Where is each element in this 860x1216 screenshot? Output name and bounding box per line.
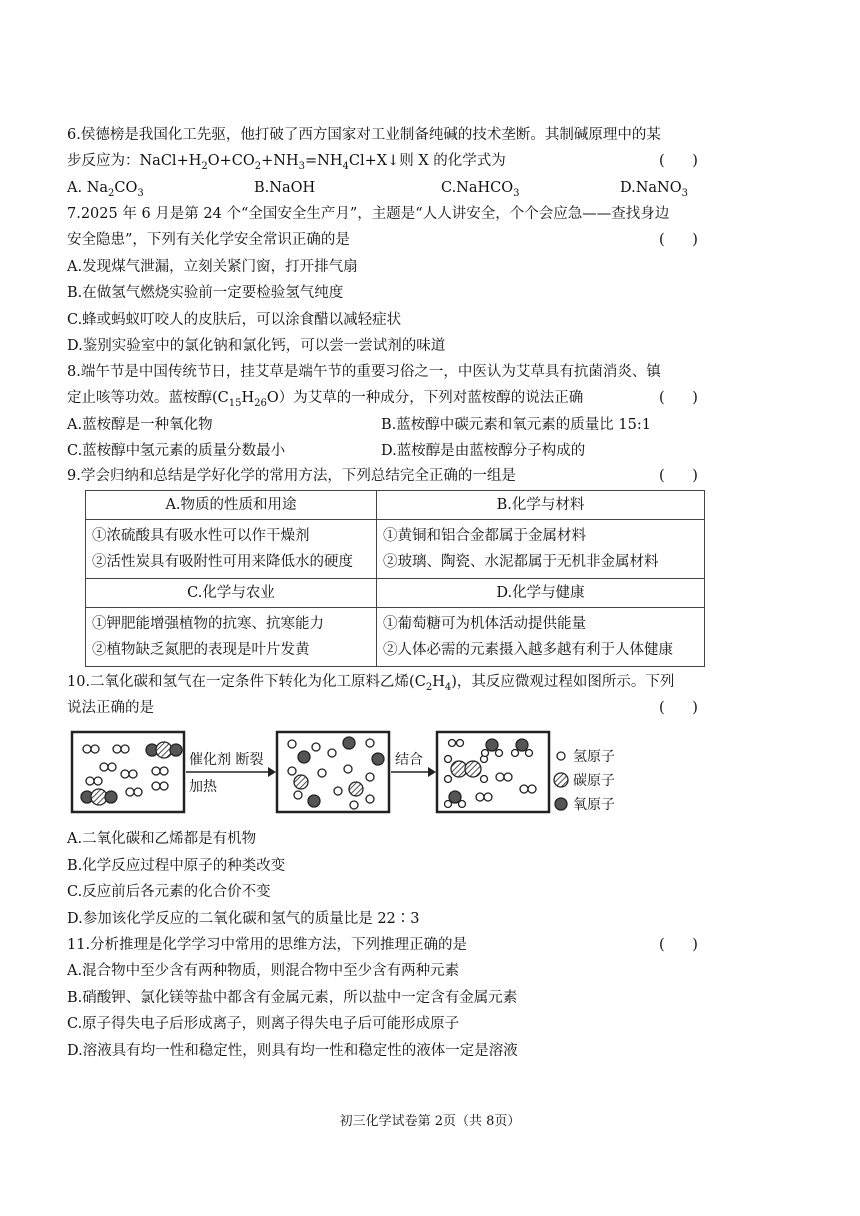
q11-option-c: C.原子得失电子后形成离子，则离子得失电子后可能形成原子	[67, 1016, 460, 1032]
q10-option-a: A.二氧化碳和乙烯都是有机物	[67, 831, 257, 847]
cell-d-item2: ②人体必需的元素摄入越多越有利于人体健康	[383, 642, 673, 658]
q9-stem: 9.学会归纳和总结是学好化学的常用方法，下列总结完全正确的一组是	[67, 468, 516, 484]
cell-c-item2: ②植物缺乏氮肥的表现是叶片发黄	[92, 642, 310, 658]
q8-stem-line1: 8.端午节是中国传统节日，挂艾草是端午节的重要习俗之一，中医认为艾草具有抗菌消炎、镇	[67, 364, 661, 380]
arrow-break	[186, 751, 276, 795]
atom-legend	[554, 749, 615, 813]
table-cell-d	[377, 608, 705, 667]
table-cell-a	[86, 520, 377, 579]
q6-option-a: A. $Na_2CO_3$	[67, 180, 144, 199]
q11-option-d: D.溶液具有均一性和稳定性，则具有均一性和稳定性的液体一定是溶液	[67, 1043, 518, 1059]
carbon-atom-icon	[554, 773, 568, 787]
cell-b-item2: ②玻璃、陶瓷、水泥都属于无机非金属材料	[383, 554, 659, 570]
arrow2-condition-top: 结合	[395, 752, 423, 768]
cell-b-item1: ①黄铜和铝合金都属于金属材料	[383, 528, 586, 544]
q10-option-b: B.化学反应过程中原子的种类改变	[67, 858, 286, 874]
cell-d-item1: ①葡萄糖可为机体活动提供能量	[383, 616, 586, 632]
reactants-box	[72, 732, 184, 812]
q11-stem: 11.分析推理是化学学习中常用的思维方法，下列推理正确的是	[67, 937, 468, 953]
cell-c-item1: ①钾肥能增强植物的抗寒、抗寒能力	[92, 616, 324, 632]
products-box	[437, 732, 549, 812]
q7-stem-line2: 安全隐患”，下列有关化学安全常识正确的是	[67, 232, 350, 248]
q6-stem-line2: 步反应为：$NaCl+H_2O+CO_2+NH_3=NH_4Cl+X↓$则 X 的化学式为	[67, 153, 506, 172]
q11-answer-paren: ( )	[659, 937, 698, 953]
arrow1-condition-bottom: 加热	[189, 779, 217, 795]
q6-option-d: D.NaNO$_3$	[620, 180, 688, 199]
q7-option-a: A.发现煤气泄漏，立刻关紧门窗，打开排气扇	[67, 259, 358, 275]
table-header-a: A.物质的性质和用途	[86, 491, 377, 520]
q8-option-c: C.蓝桉醇中氢元素的质量分数最小	[67, 443, 286, 459]
q6-option-c: C.NaHCO$_3$	[441, 180, 520, 199]
q9-answer-paren: ( )	[659, 468, 698, 484]
q7-option-b: B.在做氢气燃烧实验前一定要检验氢气纯度	[67, 285, 344, 301]
table-cell-c	[86, 608, 377, 667]
legend-hydrogen-label: 氢原子	[573, 749, 615, 765]
arrow-combine	[391, 751, 436, 777]
q6-stem-line1: 6.侯德榜是我国化工先驱，他打破了西方国家对工业制备纯碱的技术垄断。其制碱原理中的某	[67, 127, 661, 143]
q10-stem-line2: 说法正确的是	[67, 700, 154, 716]
oxygen-atom-icon	[555, 798, 567, 810]
q10-answer-paren: ( )	[659, 700, 698, 716]
q11-option-b: B.硝酸钾、氯化镁等盐中都含有金属元素，所以盐中一定含有金属元素	[67, 990, 518, 1006]
reaction-microprocess-diagram	[70, 729, 660, 815]
hydrogen-atom-icon	[557, 752, 565, 760]
cell-a-item2: ②活性炭具有吸附性可用来降低水的硬度	[92, 554, 353, 570]
q8-answer-paren: ( )	[659, 390, 698, 406]
q8-option-b: B.蓝桉醇中碳元素和氧元素的质量比 15:1	[381, 417, 651, 433]
q10-option-c: C.反应前后各元素的化合价不变	[67, 884, 271, 900]
q6-answer-paren: ( )	[659, 153, 698, 169]
legend-oxygen-label: 氧原子	[573, 797, 615, 813]
q8-option-a: A.蓝桉醇是一种氧化物	[67, 417, 213, 433]
q7-stem-line1: 7.2025 年 6 月是第 24 个“全国安全生产月”，主题是“人人讲安全，个个会应急——查找身边	[67, 206, 670, 222]
table-header-b: B.化学与材料	[377, 491, 705, 520]
q7-option-c: C.蜂或蚂蚁叮咬人的皮肤后，可以涂食醋以减轻症状	[67, 312, 402, 328]
table-header-c: C.化学与农业	[86, 579, 377, 608]
q6-option-b: B.NaOH	[254, 180, 316, 196]
q8-stem-line2: 定止咳等功效。蓝桉醇$(C_{15}H_{26}O)$为艾草的一种成分，下列对蓝桉醇的说法正确	[67, 390, 584, 409]
q7-option-d: D.鉴别实验室中的氯化钠和氯化钙，可以尝一尝试剂的味道	[67, 338, 446, 354]
page-footer: 初三化学试卷第 2页（共 8页）	[339, 1114, 521, 1129]
q7-answer-paren: ( )	[659, 232, 698, 248]
q10-option-d: D.参加该化学反应的二氧化碳和氢气的质量比是 22∶3	[67, 911, 420, 927]
atoms-box	[277, 732, 389, 812]
table-cell-b	[377, 520, 705, 579]
table-header-d: D.化学与健康	[377, 579, 705, 608]
arrow1-condition-top: 催化剂 断裂	[189, 752, 264, 768]
q8-option-d: D.蓝桉醇是由蓝桉醇分子构成的	[381, 443, 586, 459]
legend-carbon-label: 碳原子	[573, 773, 615, 789]
q9-summary-table	[85, 490, 705, 667]
cell-a-item1: ①浓硫酸具有吸水性可以作干燥剂	[92, 528, 310, 544]
q10-stem-line1: 10.二氧化碳和氢气在一定条件下转化为化工原料乙烯$(C_2H_4)$，其反应微观过程如图所示。下列	[67, 674, 675, 693]
q11-option-a: A.混合物中至少含有两种物质，则混合物中至少含有两种元素	[67, 963, 460, 979]
